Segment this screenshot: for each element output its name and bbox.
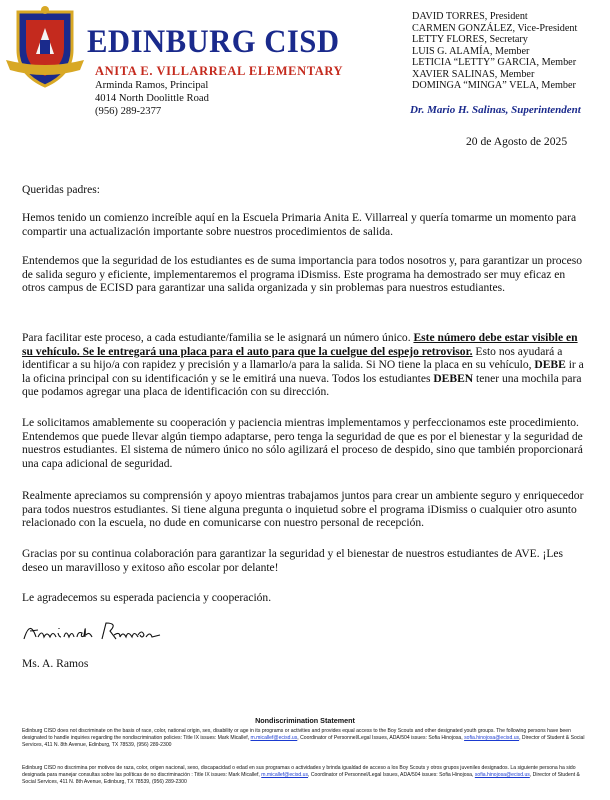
district-name: EDINBURG CISD [87, 24, 340, 60]
nd-text: Edinburg CISD no discrimina por motivos de raza, color, origen nacional, sexo, discapacidad o edad en sus programas o actividades y brinda igualdad de acceso a los Boy Scouts y otros grupos juveniles designados. La siguiente persona ha sido designada para manejar consultas sobre las políticas de no discriminación : Title IX issues: Mark Micallef, [22, 765, 576, 778]
nd-text: , Coordinator of Personnel/Legal Issues, ADA/504 issues: Sofia Hinojosa, [297, 734, 465, 741]
nd-text: , Coordinator of Personnel/Legal Issues, ADA/504 issues: Sofia Hinojosa, [308, 771, 475, 778]
nd-text: , Director of Student & Social Services, 411 N. 8th Avenue, Edinburg, TX 78539, (956) 289-2300 [22, 734, 585, 748]
nondiscrimination-spanish [22, 765, 590, 786]
email-link[interactable]: sofia.hinojosa@ecisd.us [474, 771, 530, 778]
board-member: LETICIA “LETTY” GARCIA, Member [412, 57, 577, 68]
board-list [412, 11, 610, 92]
board-member: XAVIER SALINAS, Member [412, 68, 535, 80]
email-link[interactable]: m.micallef@ecisd.us [250, 734, 298, 741]
email-link[interactable]: m.micallef@ecisd.us [261, 771, 309, 778]
principal-line: Arminda Ramos, Principal [95, 80, 209, 91]
p3-bold: DEBE [534, 359, 566, 372]
p3-text: Para facilitar este proceso, a cada estudiante/familia se le asignará un número único. [22, 332, 414, 344]
school-name: ANITA E. VILLARREAL ELEMENTARY [95, 64, 344, 78]
p3-text: ir a la oficina principal con su identificación y se le emitirá una nueva. Todos los estudiantes [22, 359, 584, 385]
district-crest-logo [4, 4, 86, 90]
nondiscrimination-title: Nondiscrimination Statement [255, 716, 355, 725]
email-link[interactable]: sofia.hinojosa@ecisd.us [464, 734, 520, 741]
nd-text: , Director of Student & Social Services, 411 N. 8th Avenue, Edinburg, TX 78539, (956) 289-2300 [22, 771, 580, 785]
p3-text: Esto nos ayudará a identificar a su hijo/a con rapidez y precisión y a llamarlo/a para la salida. Si NO tiene la placa en su vehículo, [22, 345, 563, 372]
signature [22, 617, 162, 647]
board-member: LETTY FLORES, Secretary [412, 34, 528, 45]
paragraph-3 [22, 332, 590, 400]
school-phone: (956) 289-2377 [95, 106, 162, 117]
p3-text: tener una mochila para que podamos agregar una placa de identificación con su dirección. [22, 372, 582, 399]
p3-bold: DEBEN [433, 372, 474, 385]
paragraph-1: Hemos tenido un comienzo increíble aquí en la Escuela Primaria Anita E. Villarreal y quería tomarme un momento para compartir una actualización importante sobre nuestros procedimientos de salida. [22, 212, 577, 238]
board-member: DOMINGA “MINGA” VELA, Member [412, 80, 576, 91]
paragraph-2: Entendemos que la seguridad de los estudiantes es de suma importancia para todos nosotros y, para garantizar un proceso de salida seguro y eficiente, implementaremos el programa iDismiss. Este programa ha demostrado ser muy eficaz en otros campus de ECISD para garantizar una salida organizada y sin problemas para nuestros estudiantes. [22, 255, 583, 295]
letter-date: 20 de Agosto de 2025 [466, 135, 568, 148]
school-address: 4014 North Doolittle Road [95, 93, 209, 104]
board-member: DAVID TORRES, President [412, 11, 528, 22]
paragraph-6: Gracias por su continua colaboración para garantizar la seguridad y el bienestar de nuestros estudiantes de AVE. ¡Les deseo un maravilloso y exitoso año escolar por delante! [22, 548, 564, 574]
board-member: CARMEN GONZÁLEZ, Vice-President [412, 22, 578, 34]
paragraph-4: Le solicitamos amablemente su cooperación y paciencia mientras implementamos y perfeccionamos este procedimiento. Entendemos que puede llevar algún tiempo adaptarse, pero tenga la seguridad de que es por el bienestar y la seguridad de nuestros estudiantes. El sistema de número único no sólo agilizará el proceso de despido, sino que también proporcionará una capa adicional de seguridad. [22, 417, 583, 470]
board-member: LUIS G. ALAMÍA, Member [412, 45, 530, 57]
paragraph-5: Realmente apreciamos su comprensión y apoyo mientras trabajamos juntos para crear un ambiente seguro y enriquecedor para todos nuestros estudiantes. Si tiene alguna pregunta o inquietud sobre el programa iDismiss o cualquier otro asunto relacionado con la escuela, no dude en comunicarse con nuestro personal de recepción. [22, 490, 584, 530]
paragraph-7: Le agradecemos su esperada paciencia y cooperación. [22, 592, 272, 604]
p3-underlined: Este número debe estar visible en su vehículo. Se le entregará una placa para el auto para que la cuelgue del espejo retrovisor. [22, 332, 578, 358]
nondiscrimination-english [22, 728, 590, 749]
nd-text: Edinburg CISD does not discriminate on the basis of race, color, national origin, sex, disability or age in its programs or activities and provides equal access to the Boy Scouts and other designated youth groups. The following persons have been designated to handle inquiries regarding the nondiscrimination policies: Title IX issues: Mark Micallef, [22, 728, 571, 741]
greeting: Queridas padres: [22, 184, 100, 196]
closing-name: Ms. A. Ramos [22, 657, 89, 670]
superintendent: Dr. Mario H. Salinas, Superintendent [410, 104, 581, 116]
